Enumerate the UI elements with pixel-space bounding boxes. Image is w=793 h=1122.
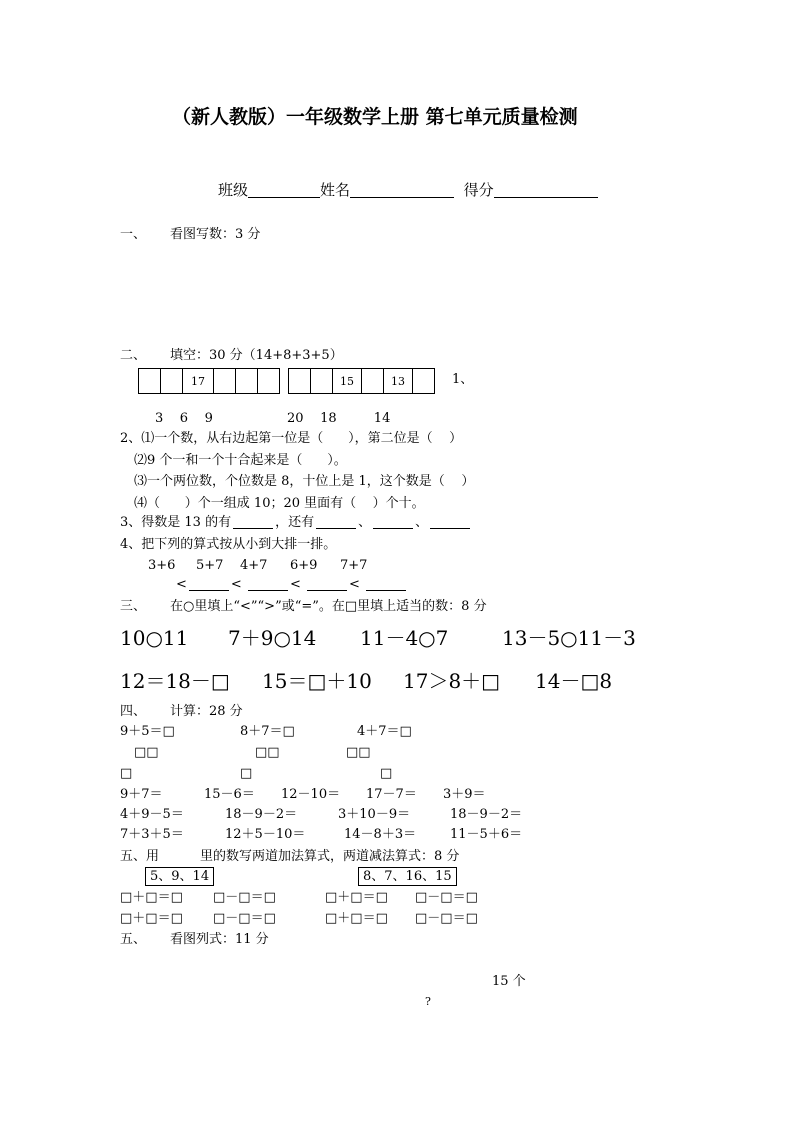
- answer-blank[interactable]: [373, 516, 413, 529]
- calc-item: 3＋10－9＝: [338, 807, 411, 822]
- question-1-label: 1、: [452, 372, 474, 387]
- section-3-number: 三、: [120, 599, 147, 614]
- expression-2: 4+7: [240, 558, 268, 573]
- fill-item: 14－□8: [535, 669, 613, 693]
- section-4-number: 四、: [120, 704, 147, 719]
- vertical-calc: 8＋7＝□: [240, 724, 295, 739]
- score-label: 得分: [463, 181, 494, 199]
- calc-item: 12＋5－10＝: [225, 827, 306, 842]
- calc-item: 18－9－2＝: [450, 807, 523, 822]
- answer-blank[interactable]: [233, 516, 273, 529]
- grid-cell[interactable]: 15: [332, 368, 362, 394]
- grid-cell[interactable]: [213, 368, 236, 394]
- answer-blank[interactable]: [366, 578, 406, 591]
- separator: 、: [358, 515, 372, 530]
- grid-cell[interactable]: 17: [182, 368, 214, 394]
- sub-equation: □－□＝□: [213, 890, 276, 905]
- less-than-sign: <: [176, 577, 187, 592]
- question-3-text-b: ，还有: [275, 515, 315, 530]
- question-3-text: 3、得数是 13 的有: [120, 515, 232, 530]
- calc-item: 14－8＋3＝: [344, 827, 417, 842]
- number-grid-right: [289, 368, 435, 394]
- less-than-sign: <: [230, 577, 242, 592]
- page-title: （新人教版）一年级数学上册 第七单元质量检测: [172, 106, 578, 128]
- calc-item: 18－9－2＝: [225, 807, 298, 822]
- grid-cell[interactable]: [361, 368, 384, 394]
- question-2: 2、⑴一个数，从右边起第一位是（ ），第二位是（ ）: [120, 431, 463, 446]
- grid-cell[interactable]: [288, 368, 311, 394]
- sub-equation: □－□＝□: [213, 911, 276, 926]
- section-5-label-a: 五、用: [120, 849, 160, 864]
- picture-count-label: 15 个: [492, 974, 526, 989]
- picture-question-mark: ?: [425, 995, 431, 1008]
- add-equation: □＋□＝□: [120, 890, 183, 905]
- calc-item: 17－7＝: [366, 787, 417, 802]
- student-info: [218, 181, 598, 198]
- name-blank: [350, 181, 454, 198]
- compare-item: 13－5○11－3: [502, 626, 636, 650]
- class-label: 班级: [218, 181, 249, 199]
- calc-item: 3＋9＝: [443, 787, 486, 802]
- question-2-3: ⑶一个两位数，个位数是 8，十位上是 1，这个数是（ ）: [134, 474, 475, 489]
- grid-cell[interactable]: 13: [383, 368, 413, 394]
- answer-blank[interactable]: [430, 516, 470, 529]
- vertical-calc: 9＋5＝□: [120, 724, 175, 739]
- calc-item: 9＋7＝: [120, 787, 163, 802]
- answer-square: □: [240, 766, 253, 781]
- grid-cell[interactable]: [138, 368, 161, 394]
- calc-item: 12－10＝: [281, 787, 341, 802]
- calc-item: 11－5＋6＝: [450, 827, 523, 842]
- section-6-title: 看图列式：11 分: [170, 932, 269, 947]
- section-3-title: 在○里填上“<”“>”或“=”。在□里填上适当的数：8 分: [170, 599, 487, 614]
- score-blank: [494, 181, 598, 198]
- question-4: 4、把下列的算式按从小到大排一排。: [120, 537, 337, 552]
- compare-item: 7＋9○14: [228, 626, 317, 650]
- number-box-2: 8、7、16、15: [358, 867, 457, 886]
- fill-item: 12＝18－□: [120, 669, 230, 693]
- expression-4: 7+7: [340, 558, 368, 573]
- answer-square: □: [380, 766, 393, 781]
- answer-blank[interactable]: [316, 516, 356, 529]
- vertical-calc: 4＋7＝□: [357, 724, 412, 739]
- add-equation: □＋□＝□: [120, 911, 183, 926]
- hint-numbers-right: 20 18 14: [287, 411, 391, 426]
- calc-item: 4＋9－5＝: [120, 807, 184, 822]
- sub-equation: □－□＝□: [415, 911, 478, 926]
- less-than-sign: <: [289, 577, 301, 592]
- section-1-number: 一、: [120, 227, 147, 242]
- answer-blank[interactable]: [189, 578, 229, 591]
- fill-item: 17＞8＋□: [403, 669, 501, 693]
- section-6-number: 五、: [120, 932, 147, 947]
- expression-1: 5+7: [196, 558, 224, 573]
- section-2-number: 二、: [120, 348, 147, 363]
- sub-equation: □－□＝□: [415, 890, 478, 905]
- answer-blank[interactable]: [307, 578, 347, 591]
- add-equation: □＋□＝□: [325, 911, 388, 926]
- compare-item: 10○11: [120, 626, 189, 650]
- section-4-title: 计算：28 分: [170, 704, 243, 719]
- number-box-1: 5、9、14: [145, 867, 214, 886]
- question-3: [120, 516, 472, 529]
- answer-squares: □□: [134, 745, 159, 760]
- question-2-2: ⑵9 个一和一个十合起来是（ ）。: [134, 453, 347, 468]
- compare-item: 11－4○7: [360, 626, 449, 650]
- grid-cell[interactable]: [257, 368, 280, 394]
- section-2-title: 填空：30 分（14+8+3+5）: [170, 348, 343, 363]
- grid-cell[interactable]: [235, 368, 258, 394]
- name-label: 姓名: [320, 181, 351, 199]
- answer-blank[interactable]: [248, 578, 288, 591]
- answer-square: □: [120, 766, 133, 781]
- section-1-title: 看图写数：3 分: [170, 227, 261, 242]
- expression-0: 3+6: [148, 558, 176, 573]
- grid-cell[interactable]: [310, 368, 333, 394]
- grid-cell[interactable]: [160, 368, 183, 394]
- question-2-4: ⑷（ ）个一组成 10；20 里面有（ ）个十。: [134, 496, 425, 511]
- separator: 、: [415, 515, 429, 530]
- calc-item: 7＋3＋5＝: [120, 827, 184, 842]
- calc-item: 15－6＝: [204, 787, 255, 802]
- section-5-label-b: 里的数写两道加法算式，两道减法算式：8 分: [200, 849, 460, 864]
- add-equation: □＋□＝□: [325, 890, 388, 905]
- answer-squares: □□: [346, 745, 371, 760]
- hint-numbers-left: 3 6 9: [155, 411, 213, 426]
- answer-squares: □□: [255, 745, 280, 760]
- class-blank: [248, 181, 320, 198]
- ordering-row: [176, 578, 408, 591]
- expression-3: 6+9: [290, 558, 318, 573]
- grid-cell[interactable]: [412, 368, 435, 394]
- fill-item: 15＝□＋10: [262, 669, 372, 693]
- number-grid-left: [139, 368, 280, 394]
- less-than-sign: <: [349, 577, 360, 592]
